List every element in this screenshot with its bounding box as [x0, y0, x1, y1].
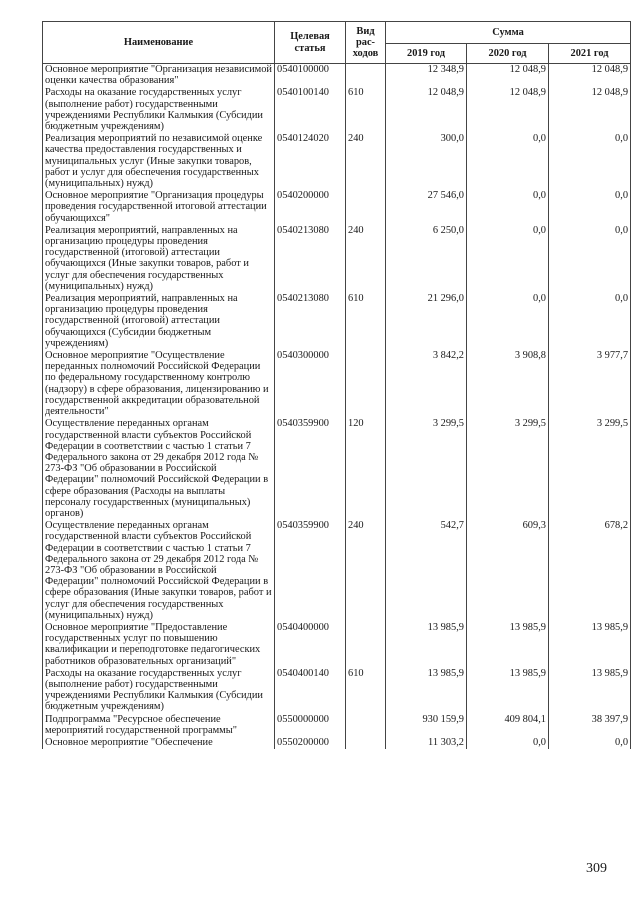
row-amount-2021: 13 985,9	[549, 622, 631, 668]
row-name: Расходы на оказание государственных услуг (выполнение работ) государственными учреждениями Республики Калмыкия (Субсидии бюджетным учреждениям)	[43, 87, 275, 133]
budget-table	[42, 21, 631, 749]
row-amount-2021: 0,0	[549, 225, 631, 293]
row-vid	[346, 622, 386, 668]
row-amount-2019: 13 985,9	[386, 622, 467, 668]
row-amount-2020: 0,0	[467, 737, 549, 749]
row-amount-2020: 13 985,9	[467, 668, 549, 714]
row-code: 0540359900	[275, 520, 346, 622]
table-row	[43, 714, 631, 737]
row-amount-2021: 0,0	[549, 190, 631, 225]
row-amount-2019: 21 296,0	[386, 293, 467, 350]
row-name: Подпрограмма "Ресурсное обеспечение мероприятий государственной программы"	[43, 714, 275, 737]
row-name: Основное мероприятие "Обеспечение	[43, 737, 275, 749]
row-vid: 240	[346, 225, 386, 293]
table-row	[43, 87, 631, 133]
row-amount-2021: 3 977,7	[549, 350, 631, 418]
row-vid	[346, 714, 386, 737]
row-vid	[346, 737, 386, 749]
table-row	[43, 418, 631, 520]
row-name: Реализация мероприятий по независимой оценке качества предоставления государственных и муниципальных услуг (Иные закупки товаров, работ и услуг для обеспечения государственных (муниципальных) нужд)	[43, 133, 275, 190]
row-amount-2021: 13 985,9	[549, 668, 631, 714]
row-vid	[346, 350, 386, 418]
table-row	[43, 520, 631, 622]
row-amount-2019: 13 985,9	[386, 668, 467, 714]
row-amount-2020: 409 804,1	[467, 714, 549, 737]
row-amount-2021: 12 048,9	[549, 87, 631, 133]
header-code: Целевая статья	[275, 22, 346, 64]
row-code: 0540100000	[275, 64, 346, 88]
table-body	[43, 64, 631, 750]
row-code: 0550000000	[275, 714, 346, 737]
row-amount-2019: 12 048,9	[386, 87, 467, 133]
row-name: Основное мероприятие "Осуществление переданных полномочий Российской Федерации по федеральному государственному контролю (надзору) в сфере образования, лицензированию и государственной аккредитации образовательной деятельности"	[43, 350, 275, 418]
row-name: Основное мероприятие "Организация независимой оценки качества образования"	[43, 64, 275, 88]
row-amount-2019: 11 303,2	[386, 737, 467, 749]
header-sum: Сумма	[386, 22, 631, 44]
page-number: 309	[586, 861, 607, 876]
row-code: 0540400140	[275, 668, 346, 714]
header-year-2019: 2019 год	[386, 44, 467, 64]
row-vid: 610	[346, 87, 386, 133]
row-vid	[346, 190, 386, 225]
row-amount-2019: 930 159,9	[386, 714, 467, 737]
row-code: 0540213080	[275, 225, 346, 293]
table-row	[43, 350, 631, 418]
table-row	[43, 133, 631, 190]
row-vid: 120	[346, 418, 386, 520]
row-amount-2020: 3 299,5	[467, 418, 549, 520]
row-amount-2020: 12 048,9	[467, 87, 549, 133]
row-amount-2020: 13 985,9	[467, 622, 549, 668]
row-amount-2020: 0,0	[467, 133, 549, 190]
header-vid: Вид рас-ходов	[346, 22, 386, 64]
row-vid: 610	[346, 293, 386, 350]
row-amount-2020: 0,0	[467, 190, 549, 225]
table-row	[43, 668, 631, 714]
row-name: Расходы на оказание государственных услуг (выполнение работ) государственными учреждениями Республики Калмыкия (Субсидии бюджетным учреждениям)	[43, 668, 275, 714]
row-code: 0540400000	[275, 622, 346, 668]
row-amount-2019: 542,7	[386, 520, 467, 622]
table-row	[43, 64, 631, 88]
row-amount-2021: 0,0	[549, 737, 631, 749]
row-code: 0540124020	[275, 133, 346, 190]
row-name: Основное мероприятие "Предоставление государственных услуг по повышению квалификации и переподготовке педагогических работников образовательных организаций"	[43, 622, 275, 668]
table-row	[43, 190, 631, 225]
row-amount-2021: 12 048,9	[549, 64, 631, 88]
table-header	[43, 22, 631, 64]
row-amount-2020: 12 048,9	[467, 64, 549, 88]
row-vid: 240	[346, 133, 386, 190]
row-code: 0540300000	[275, 350, 346, 418]
row-amount-2021: 678,2	[549, 520, 631, 622]
row-name: Осуществление переданных органам государственной власти субъектов Российской Федерации в соответствии с частью 1 статьи 7 Федерального закона от 29 декабря 2012 года № 273-ФЗ "Об образовании в Российской Федерации" полномочий Российской Федерации в сфере образования (Расходы на выплаты персоналу государственных (муниципальных) органов)	[43, 418, 275, 520]
row-amount-2019: 3 299,5	[386, 418, 467, 520]
table-row	[43, 622, 631, 668]
row-vid: 240	[346, 520, 386, 622]
row-name: Реализация мероприятий, направленных на организацию процедуры проведения государственной (итоговой) аттестации обучающихся (Иные закупки товаров, работ и услуг для обеспечения государственных (муниципальных) нужд)	[43, 225, 275, 293]
table-row	[43, 293, 631, 350]
row-amount-2019: 3 842,2	[386, 350, 467, 418]
row-amount-2021: 0,0	[549, 293, 631, 350]
row-amount-2020: 3 908,8	[467, 350, 549, 418]
table-row	[43, 737, 631, 749]
header-year-2021: 2021 год	[549, 44, 631, 64]
row-code: 0540100140	[275, 87, 346, 133]
row-amount-2020: 0,0	[467, 225, 549, 293]
header-name: Наименование	[43, 22, 275, 64]
row-code: 0540213080	[275, 293, 346, 350]
row-amount-2021: 38 397,9	[549, 714, 631, 737]
row-amount-2021: 3 299,5	[549, 418, 631, 520]
row-vid: 610	[346, 668, 386, 714]
row-amount-2019: 27 546,0	[386, 190, 467, 225]
row-code: 0540359900	[275, 418, 346, 520]
row-name: Осуществление переданных органам государственной власти субъектов Российской Федерации в соответствии с частью 1 статьи 7 Федерального закона от 29 декабря 2012 года № 273-ФЗ "Об образовании в Российской Федерации" полномочий Российской Федерации в сфере образования (Иные закупки товаров, работ и услуг для обеспечения государственных (муниципальных) нужд)	[43, 520, 275, 622]
row-name: Основное мероприятие "Организация процедуры проведения государственной итоговой аттестации обучающихся"	[43, 190, 275, 225]
row-name: Реализация мероприятий, направленных на организацию процедуры проведения государственной (итоговой) аттестации обучающихся (Субсидии бюджетным учреждениям)	[43, 293, 275, 350]
header-year-2020: 2020 год	[467, 44, 549, 64]
row-amount-2019: 6 250,0	[386, 225, 467, 293]
row-amount-2020: 609,3	[467, 520, 549, 622]
row-amount-2019: 300,0	[386, 133, 467, 190]
row-amount-2021: 0,0	[549, 133, 631, 190]
row-code: 0550200000	[275, 737, 346, 749]
row-amount-2019: 12 348,9	[386, 64, 467, 88]
row-code: 0540200000	[275, 190, 346, 225]
row-vid	[346, 64, 386, 88]
row-amount-2020: 0,0	[467, 293, 549, 350]
table-row	[43, 225, 631, 293]
